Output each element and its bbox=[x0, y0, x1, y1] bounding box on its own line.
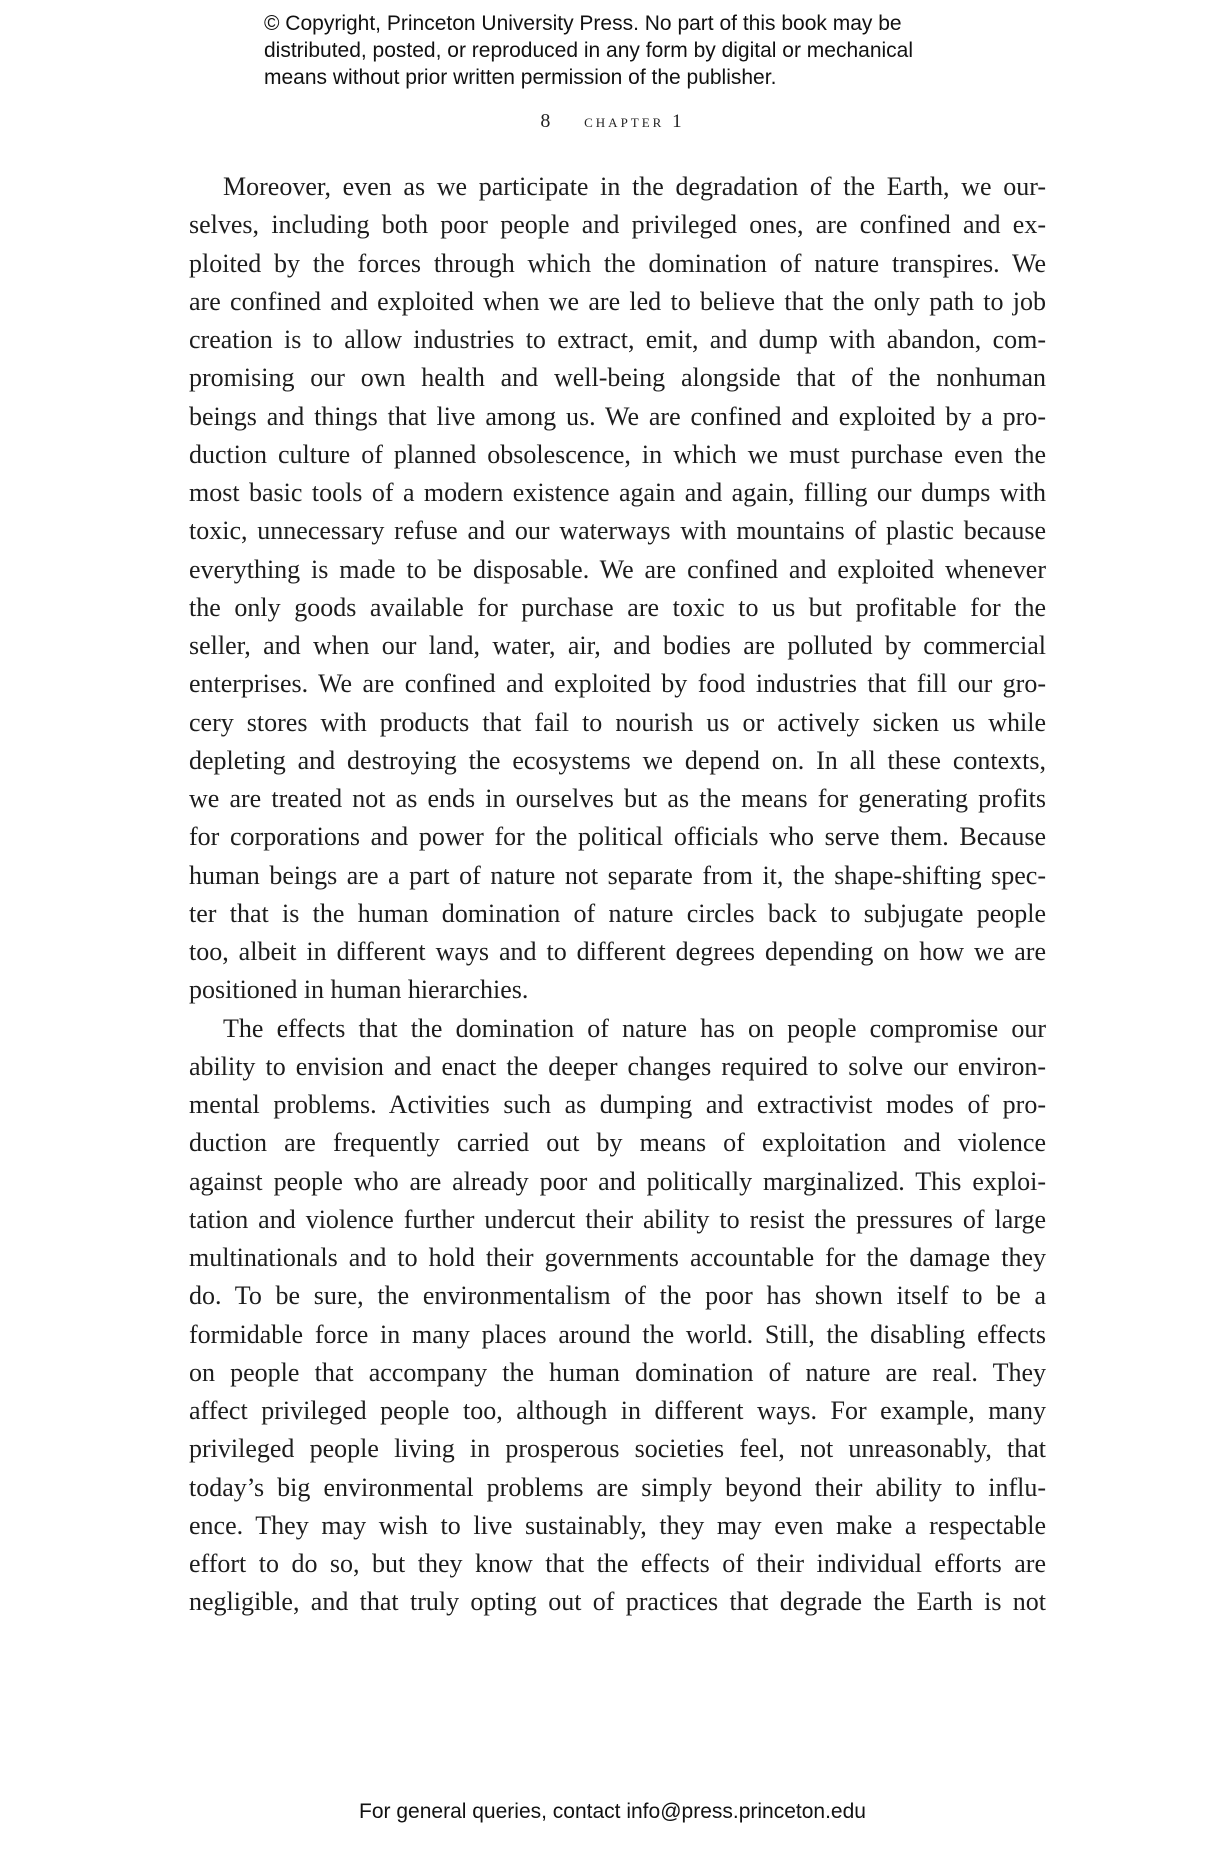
text-line: ploited by the forces through which the domination of nature transpires. We bbox=[189, 248, 1046, 278]
copyright-line: distributed, posted, or reproduced in any form by digital or mechanical bbox=[264, 39, 914, 62]
text-line: The effects that the domination of nature has on people compromise our bbox=[223, 1013, 1046, 1043]
text-line: promising our own health and well-being alongside that of the nonhuman bbox=[189, 363, 1046, 393]
text-line: positioned in human hierarchies. bbox=[189, 975, 529, 1005]
chapter-label: chapter 1 bbox=[584, 111, 685, 132]
text-line: ence. They may wish to live sustainably, they may even make a respectable bbox=[189, 1510, 1046, 1540]
text-line: today’s big environmental problems are simply beyond their ability to influ- bbox=[189, 1472, 1046, 1502]
text-line: the only goods available for purchase are toxic to us but profitable for the bbox=[189, 592, 1046, 622]
text-line: human beings are a part of nature not separate from it, the shape-shifting spec- bbox=[189, 860, 1046, 890]
paragraph bbox=[189, 168, 1046, 1010]
text-line: creation is to allow industries to extract, emit, and dump with abandon, com- bbox=[189, 325, 1046, 354]
text-line: ability to envision and enact the deeper changes required to solve our environ- bbox=[189, 1051, 1046, 1081]
text-line: tation and violence further undercut their ability to resist the pressures of large bbox=[189, 1204, 1046, 1234]
text-line: depleting and destroying the ecosystems we depend on. In all these contexts, bbox=[189, 745, 1046, 775]
copyright-line: © Copyright, Princeton University Press. No part of this book may be bbox=[264, 12, 902, 35]
text-line: for corporations and power for the political officials who serve them. Because bbox=[189, 822, 1046, 852]
paragraph bbox=[189, 1010, 1046, 1622]
text-line: privileged people living in prosperous societies feel, not unreasonably, that bbox=[189, 1434, 1046, 1464]
text-line: formidable force in many places around the world. Still, the disabling effects bbox=[189, 1319, 1046, 1349]
text-line: everything is made to be disposable. We are confined and exploited whenever bbox=[189, 554, 1046, 584]
text-line: duction are frequently carried out by means of exploitation and violence bbox=[189, 1128, 1046, 1158]
text-line: we are treated not as ends in ourselves but as the means for generating profits bbox=[189, 784, 1046, 813]
text-line: enterprises. We are confined and exploited by food industries that fill our gro- bbox=[189, 669, 1046, 699]
text-line: toxic, unnecessary refuse and our waterways with mountains of plastic because bbox=[189, 516, 1046, 546]
text-line: negligible, and that truly opting out of practices that degrade the Earth is not bbox=[189, 1587, 1046, 1617]
text-line: effort to do so, but they know that the effects of their individual efforts are bbox=[189, 1549, 1046, 1578]
copyright-line: means without prior written permission of the publisher. bbox=[264, 66, 777, 89]
text-line: affect privileged people too, although in different ways. For example, many bbox=[189, 1396, 1046, 1425]
text-line: ter that is the human domination of nature circles back to subjugate people bbox=[189, 898, 1046, 928]
text-line: mental problems. Activities such as dumping and extractivist modes of pro- bbox=[189, 1090, 1046, 1119]
text-line: Moreover, even as we participate in the degradation of the Earth, we our- bbox=[223, 172, 1046, 201]
text-line: most basic tools of a modern existence again and again, filling our dumps with bbox=[189, 478, 1046, 507]
text-line: too, albeit in different ways and to different degrees depending on how we are bbox=[189, 937, 1046, 966]
body-text bbox=[189, 168, 1046, 1622]
text-line: selves, including both poor people and privileged ones, are confined and ex- bbox=[189, 210, 1046, 240]
text-line: beings and things that live among us. We are confined and exploited by a pro- bbox=[189, 401, 1046, 431]
page-number: 8 bbox=[540, 110, 551, 132]
text-line: are confined and exploited when we are led to believe that the only path to job bbox=[189, 286, 1046, 316]
text-line: against people who are already poor and politically marginalized. This exploi- bbox=[189, 1166, 1046, 1196]
running-head bbox=[0, 110, 1225, 133]
text-line: do. To be sure, the environmentalism of the poor has shown itself to be a bbox=[189, 1281, 1046, 1311]
text-line: duction culture of planned obsolescence, in which we must purchase even the bbox=[189, 439, 1046, 469]
copyright-notice bbox=[264, 10, 1024, 91]
text-line: cery stores with products that fail to nourish us or actively sicken us while bbox=[189, 707, 1046, 737]
text-line: on people that accompany the human domination of nature are real. They bbox=[189, 1357, 1046, 1387]
text-line: seller, and when our land, water, air, and bodies are polluted by commercial bbox=[189, 631, 1046, 660]
text-line: multinationals and to hold their governments accountable for the damage they bbox=[189, 1243, 1046, 1272]
footer-contact: For general queries, contact info@press.princeton.edu bbox=[359, 1800, 866, 1823]
